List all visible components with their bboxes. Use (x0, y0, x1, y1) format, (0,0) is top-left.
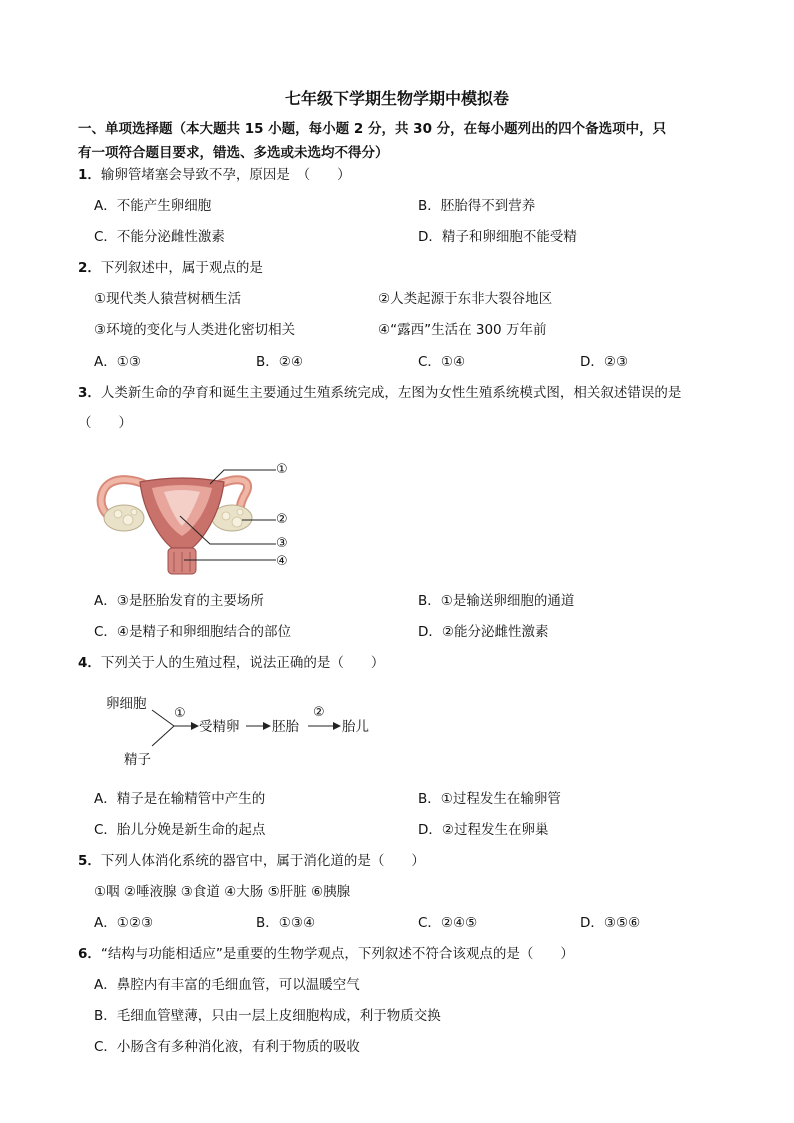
q2-option-a: A．①③ (94, 354, 141, 370)
question-number: 2． (78, 260, 101, 276)
q6-option-c: C．小肠含有多种消化液，有利于物质的吸收 (94, 1039, 360, 1055)
section-heading-line1: 一、单项选择题（本大题共 15 小题，每小题 2 分，共 30 分，在每小题列出的四个备选项中，只 (78, 121, 667, 137)
q3-option-d: D．②能分泌雌性激素 (418, 624, 549, 640)
question-number: 3． (78, 385, 101, 401)
page-title: 七年级下学期生物学期中模拟卷 (284, 89, 509, 108)
q6-option-b: B．毛细血管壁薄，只由一层上皮细胞构成，利于物质交换 (94, 1008, 441, 1024)
question-number: 6． (78, 946, 101, 962)
q5-option-c: C．②④⑤ (418, 915, 478, 931)
question-number: 5． (78, 853, 101, 869)
question-6 (78, 944, 574, 964)
question-3 (78, 383, 681, 403)
question-stem: 输卵管堵塞会导致不孕，原因是 （ ） (100, 167, 351, 183)
section-heading-line2: 有一项符合题目要求，错选、多选或未选均不得分） (78, 145, 389, 161)
q5-option-d: D．③⑤⑥ (580, 915, 641, 931)
female-reproductive-system-figure (92, 456, 302, 578)
q5-option-b: B．①③④ (256, 915, 316, 931)
figure-label-4: ④ (276, 554, 288, 569)
q4-option-a: A．精子是在输精管中产生的 (94, 791, 266, 807)
q5-items: ①咽 ②唾液腺 ③食道 ④大肠 ⑤肝脏 ⑥胰腺 (94, 884, 351, 900)
q2-option-d: D．②③ (580, 354, 629, 370)
question-stem: 人类新生命的孕育和诞生主要通过生殖系统完成，左图为女性生殖系统模式图，相关叙述错误的是 (100, 385, 682, 401)
q1-option-a: A．不能产生卵细胞 (94, 198, 212, 214)
diagram-zygote-label: 受精卵 (199, 719, 240, 735)
q4-option-c: C．胎儿分娩是新生命的起点 (94, 822, 266, 838)
question-4 (78, 653, 384, 673)
figure-label-3: ③ (276, 536, 288, 551)
q3-option-c: C．④是精子和卵细胞结合的部位 (94, 624, 292, 640)
q2-option-b: B．②④ (256, 354, 303, 370)
diagram-step-2-label: ② (313, 705, 325, 720)
diagram-egg-label: 卵细胞 (106, 696, 147, 712)
figure-label-1: ① (276, 462, 288, 477)
question-5 (78, 851, 425, 871)
question-1 (78, 165, 351, 185)
question-number: 4． (78, 655, 101, 671)
question-number: 1． (78, 167, 101, 183)
section-heading (78, 117, 758, 165)
question-stem: 下列叙述中，属于观点的是 (100, 260, 263, 276)
q2-statement-2: ②人类起源于东非大裂谷地区 (378, 291, 553, 307)
question-2 (78, 258, 263, 278)
diagram-sperm-label: 精子 (124, 752, 151, 768)
question-stem: 下列关于人的生殖过程，说法正确的是（ ） (100, 655, 385, 671)
q6-option-a: A．鼻腔内有丰富的毛细血管，可以温暖空气 (94, 977, 360, 993)
q4-option-d: D．②过程发生在卵巢 (418, 822, 549, 838)
diagram-embryo-label: 胚胎 (272, 719, 299, 735)
q5-option-a: A．①②③ (94, 915, 154, 931)
q2-statement-1: ①现代类人猿营树栖生活 (94, 291, 242, 307)
diagram-fetus-label: 胎儿 (342, 719, 369, 735)
q1-option-d: D．精子和卵细胞不能受精 (418, 229, 577, 245)
q3-option-b: B．①是输送卵细胞的通道 (418, 593, 575, 609)
q1-option-c: C．不能分泌雌性激素 (94, 229, 225, 245)
q3-answer-paren: （ ） (78, 415, 132, 431)
figure-label-2: ② (276, 512, 288, 527)
diagram-step-1-label: ① (174, 706, 186, 721)
question-stem: 下列人体消化系统的器官中，属于消化道的是（ ） (100, 853, 425, 869)
q2-statement-3: ③环境的变化与人类进化密切相关 (94, 322, 296, 338)
q3-option-a: A．③是胚胎发育的主要场所 (94, 593, 264, 609)
q1-option-b: B．胚胎得不到营养 (418, 198, 536, 214)
question-stem: “结构与功能相适应”是重要的生物学观点，下列叙述不符合该观点的是（ ） (100, 946, 574, 962)
q2-option-c: C．①④ (418, 354, 466, 370)
q4-option-b: B．①过程发生在输卵管 (418, 791, 561, 807)
q2-statement-4: ④“露西”生活在 300 万年前 (378, 322, 547, 338)
